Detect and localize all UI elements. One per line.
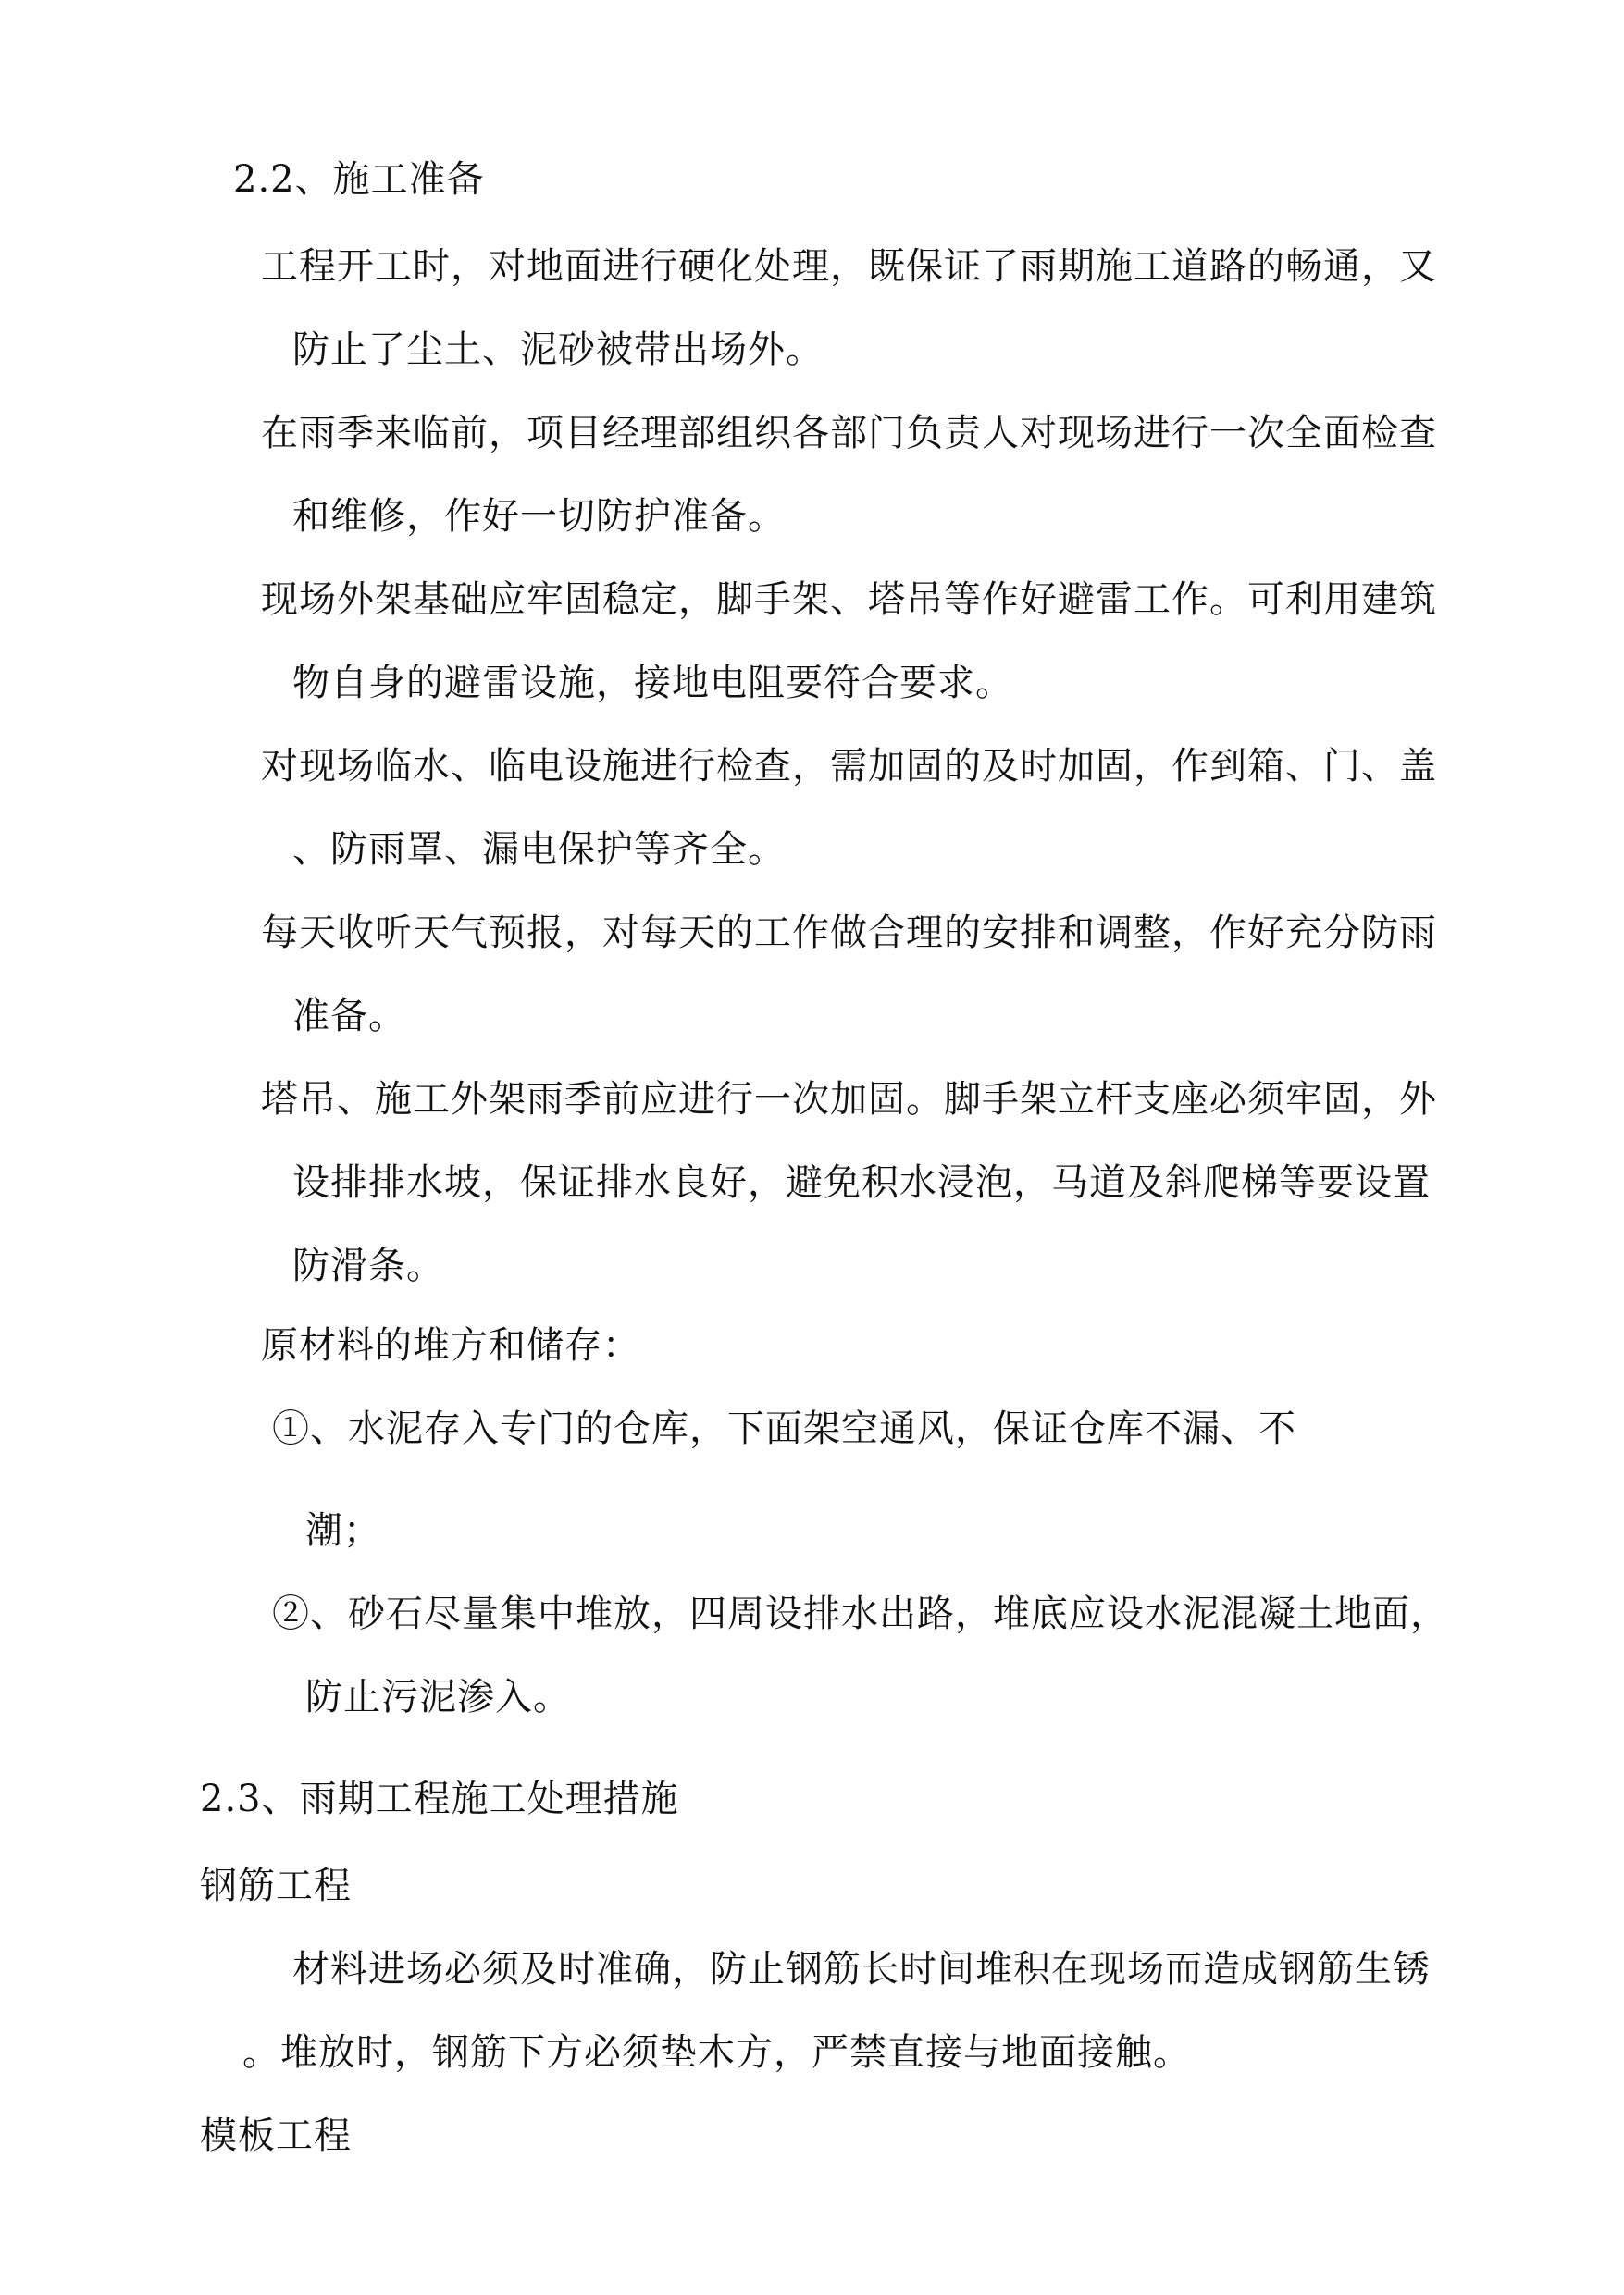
list-item-line: ②、砂石尽量集中堆放，四周设排水出路，堆底应设水泥混凝土地面， (272, 1593, 1448, 1635)
paragraph-line: 准备。 (292, 995, 406, 1037)
list-item-line: 潮； (305, 1509, 381, 1552)
section-heading-2-3: 2.3、雨期工程施工处理措施 (200, 1778, 679, 1820)
paragraph-line: 工程开工时，对地面进行硬化处理，既保证了雨期施工道路的畅通，又 (261, 245, 1437, 288)
paragraph-line: 、防雨罩、漏电保护等齐全。 (292, 828, 786, 871)
paragraph-line: 现场外架基础应牢固稳定，脚手架、塔吊等作好避雷工作。可利用建筑 (261, 578, 1437, 621)
paragraph-line: 物自身的避雷设施，接地电阻要符合要求。 (292, 662, 1013, 704)
storage-title: 原材料的堆方和储存： (261, 1324, 640, 1367)
paragraph-line: 塔吊、施工外架雨季前应进行一次加固。脚手架立杆支座必须牢固，外 (261, 1078, 1437, 1121)
paragraph-line: 每天收听天气预报，对每天的工作做合理的安排和调整，作好充分防雨 (261, 912, 1437, 954)
paragraph-line: 和维修，作好一切防护准备。 (292, 495, 786, 538)
list-item-line: 防止污泥渗入。 (305, 1676, 571, 1718)
subsection-title-rebar: 钢筋工程 (200, 1865, 352, 1907)
paragraph-line: 在雨季来临前，项目经理部组织各部门负责人对现场进行一次全面检查 (261, 412, 1437, 454)
subsection-title-formwork: 模板工程 (200, 2115, 352, 2157)
paragraph-line: 材料进场必须及时准确，防止钢筋长时间堆积在现场而造成钢筋生锈 (292, 1948, 1431, 1991)
paragraph-line: 。堆放时，钢筋下方必须垫木方，严禁直接与地面接触。 (242, 2031, 1191, 2074)
paragraph-line: 对现场临水、临电设施进行检查，需加固的及时加固，作到箱、门、盖 (261, 745, 1437, 788)
paragraph-line: 防滑条。 (292, 1245, 444, 1287)
paragraph-line: 防止了尘土、泥砂被带出场外。 (292, 329, 824, 371)
list-item-line: ①、水泥存入专门的仓库，下面架空通风，保证仓库不漏、不 (272, 1408, 1296, 1450)
section-heading-2-2: 2.2、施工准备 (233, 158, 485, 201)
paragraph-line: 设排排水坡，保证排水良好，避免积水浸泡，马道及斜爬梯等要设置 (292, 1161, 1431, 1204)
